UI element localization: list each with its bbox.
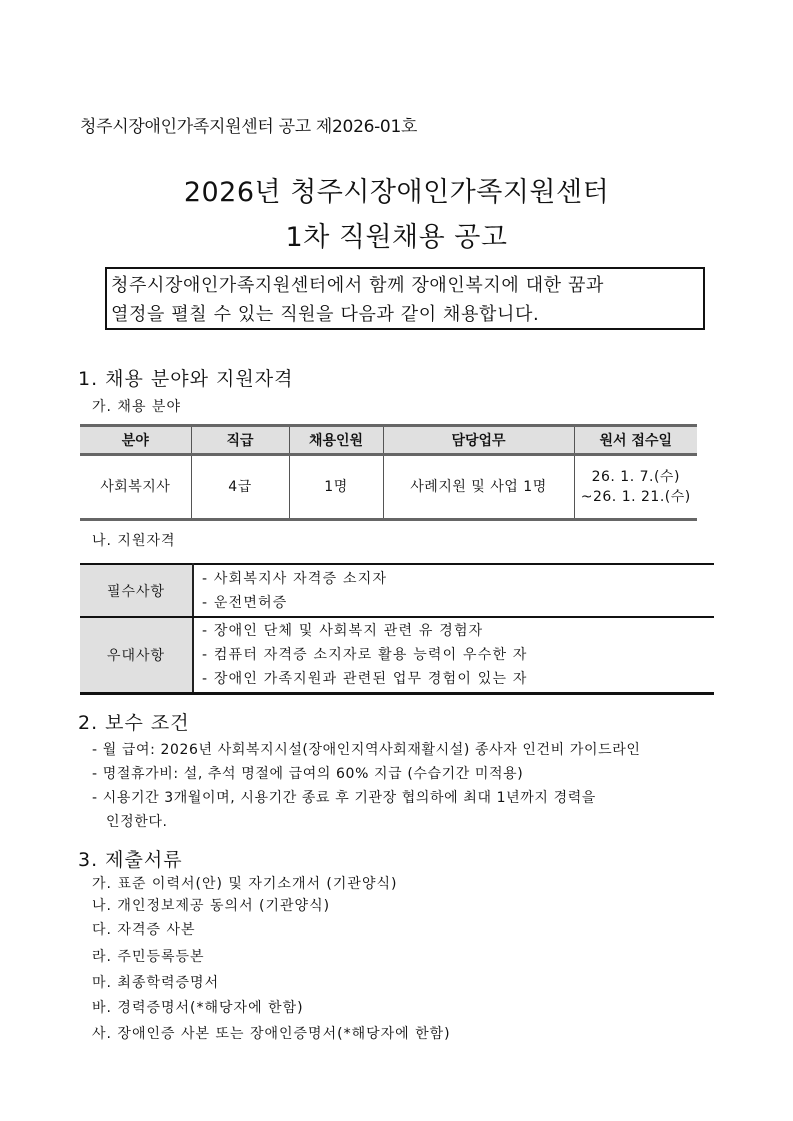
list-item: - 사회복지사 자격증 소지자 [202, 570, 388, 587]
section2-heading: 2. 보수 조건 [78, 712, 190, 734]
table-row [80, 564, 714, 617]
table-row [80, 455, 697, 520]
list-item: - 월 급여: 2026년 사회복지시설(장애인지역사회재활시설) 종사자 인건비 가이드라인 [92, 742, 641, 758]
list-item: - 장애인 가족지원과 관련된 업무 경험이 있는 자 [202, 671, 528, 687]
list-item: 바. 경력증명서(*해당자에 한함) [92, 1000, 304, 1016]
intro-line2: 열정을 펼칠 수 있는 직원을 다음과 같이 채용합니다. [111, 304, 540, 325]
date-end: ~26. 1. 21.(수) [580, 489, 691, 505]
list-item: - 운전면허증 [202, 594, 288, 611]
list-item: - 장애인 단체 및 사회복지 관련 유 경험자 [202, 623, 484, 639]
header-duty: 담당업무 [383, 426, 574, 455]
cell-field: 사회복지사 [80, 455, 191, 520]
cell-count: 1명 [289, 455, 383, 520]
header-date: 원서 접수일 [574, 426, 697, 455]
required-items [193, 564, 714, 617]
list-item-continuation: 인정한다. [106, 814, 168, 830]
salary-list [92, 738, 640, 834]
preferred-items [193, 617, 714, 694]
qualifications-table [80, 563, 714, 695]
list-item: - 명절휴가비: 설, 추석 명절에 급여의 60% 지급 (수습기간 미적용) [92, 766, 524, 782]
list-item: 가. 표준 이력서(안) 및 자기소개서 (기관양식) [92, 876, 398, 892]
cell-grade: 4급 [191, 455, 289, 520]
intro-box [105, 267, 705, 330]
section3-heading: 3. 제출서류 [78, 849, 183, 871]
list-item: - 컴퓨터 자격증 소지자로 활용 능력이 우수한 자 [202, 647, 528, 663]
list-item: 라. 주민등록등본 [92, 949, 205, 965]
recruitment-table [80, 424, 697, 521]
date-start: 26. 1. 7.(수) [591, 469, 680, 485]
section1-heading: 1. 채용 분야와 지원자격 [78, 368, 294, 390]
cell-duty: 사례지원 및 사업 1명 [383, 455, 574, 520]
list-item: - 시용기간 3개월이며, 시용기간 종료 후 기관장 협의하에 최대 1년까지 경력을 [92, 790, 596, 806]
table-header-row [80, 426, 697, 455]
list-item: 다. 자격증 사본 [92, 922, 196, 938]
header-grade: 직급 [191, 426, 289, 455]
section1-sub-b-heading: 나. 지원자격 [92, 533, 176, 549]
section1-sub-a-heading: 가. 채용 분야 [92, 399, 181, 415]
intro-line1: 청주시장애인가족지원센터에서 함께 장애인복지에 대한 꿈과 [111, 275, 604, 296]
label-preferred: 우대사항 [80, 617, 193, 694]
header-field: 분야 [80, 426, 191, 455]
header-count: 채용인원 [289, 426, 383, 455]
list-item: 마. 최종학력증명서 [92, 975, 220, 991]
table-row [80, 617, 714, 694]
notice-number: 청주시장애인가족지원센터 공고 제2026-01호 [80, 117, 418, 137]
page-title-line1: 2026년 청주시장애인가족지원센터 [183, 177, 610, 208]
list-item: 사. 장애인증 사본 또는 장애인증명서(*해당자에 한함) [92, 1026, 451, 1042]
list-item: 나. 개인정보제공 동의서 (기관양식) [92, 898, 331, 914]
cell-date [574, 455, 697, 520]
label-required: 필수사항 [80, 564, 193, 617]
page-title-line2: 1차 직원채용 공고 [285, 222, 508, 253]
